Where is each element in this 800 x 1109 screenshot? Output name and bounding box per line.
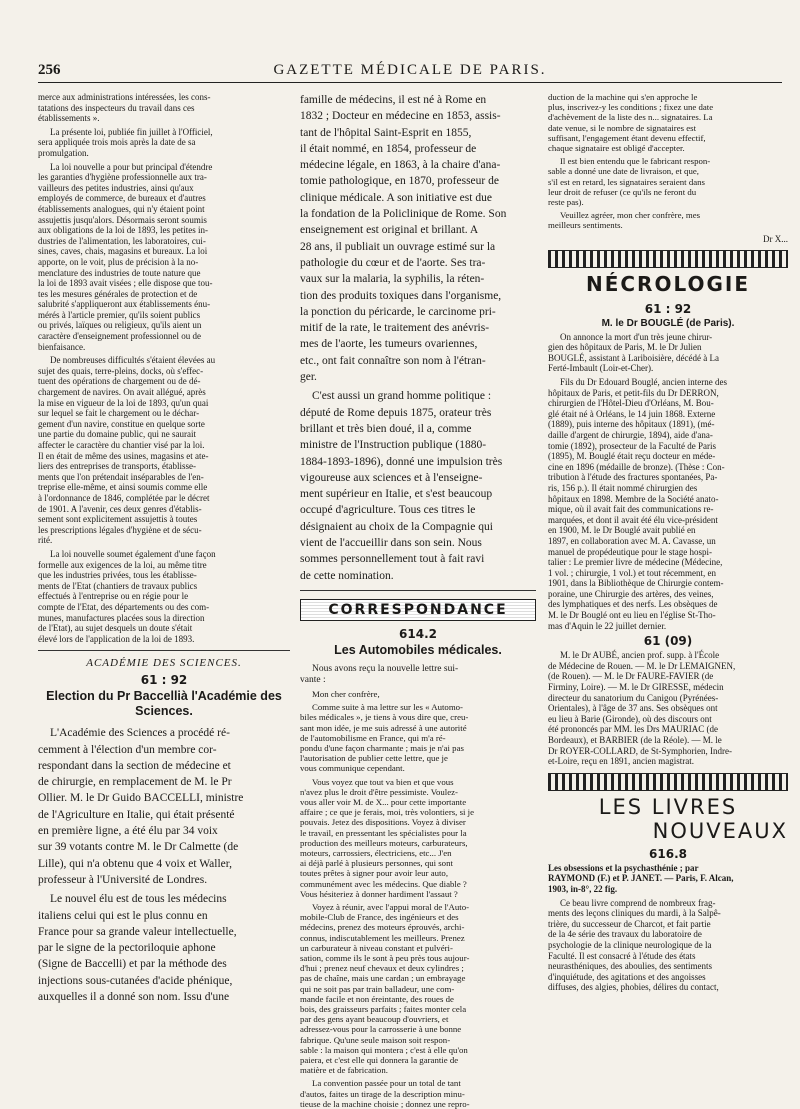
text-line: tant de l'hôpital Saint-Esprit en 1855,: [300, 126, 472, 139]
text-line: 1884-1893-1896), donné une impulsion très: [300, 455, 503, 468]
text-line: et-Loire, reçu en 1891, ancien magistrat.: [548, 756, 694, 767]
text-line: mas d'Aquin le 22 juillet dernier.: [548, 620, 667, 631]
paragraph-obituary-1: [548, 332, 788, 374]
text-line: On annonce la mort d'un très jeune chirur-: [560, 331, 713, 342]
text-line: tieuse de la machine choisie ; donnez une repro-: [300, 1098, 470, 1109]
text-line: hôpitaux de Paris, et petit-fils du Dr DERRON,: [548, 387, 719, 398]
text-line: élevé lors de l'application de la loi de 1893.: [38, 633, 195, 644]
section-number-3: 616.8: [649, 846, 687, 861]
text-line: M. le Dr Bouglé ont eu lieu en l'église St-Tho-: [548, 610, 716, 621]
text-line: il était nommé, en 1854, professeur de: [300, 142, 477, 155]
text-line: hôpitaux en 1898. Membre de la Société anato-: [548, 493, 719, 504]
journal-title: GAZETTE MÉDICALE DE PARIS.: [273, 62, 547, 78]
text-line: production des meilleurs moteurs, carburateurs,: [300, 837, 468, 848]
text-line: brillant et très bien doué, il a, comme: [300, 422, 472, 435]
ornament-band: [548, 250, 788, 268]
livres-banner-line-2: NOUVEAUX: [652, 818, 788, 843]
paragraph-law-4: [38, 549, 290, 644]
section-number-2: 61 (09): [643, 634, 693, 649]
text-line: apporte, on le voit, plus de précision à la no-: [38, 256, 199, 267]
text-line: rité.: [38, 535, 53, 546]
text-line: Ollier. M. le Dr Guido BACCELLI, ministre: [38, 792, 244, 805]
text-line: Election du Pr Baccelli: [46, 689, 181, 704]
text-line: Il est bien entendu que le fabricant respon-: [560, 156, 711, 167]
text-line: (de Rouen). — M. le Dr FAURE-FAVIER (de: [548, 671, 714, 682]
text-line: vaux sur la malaria, la syphilis, la réten-: [300, 273, 485, 286]
text-line: dustries de l'alimentation, les laboratoires, cui-: [38, 235, 206, 246]
text-line: cemment à l'élection d'un membre cor-: [38, 743, 217, 756]
text-line: employés de commerce, de bureaux et d'autres: [38, 193, 206, 204]
text-line: daille d'argent de chirurgie, 1894), aide d'ana-: [548, 429, 713, 440]
text-line: gement d'un navire, constitue en quelque sorte: [38, 418, 205, 429]
book-reference: [548, 863, 788, 895]
text-line: chaque signataire est obligé d'accepter.: [548, 143, 685, 154]
divider: [38, 650, 290, 651]
text-line: fabrique. Qu'une seule maison soit respon-: [300, 1034, 451, 1045]
text-line: biles médicales », je tiens à vous dire que, creu-: [300, 712, 469, 723]
text-line: l'autorisation de publier cette lettre, que je: [300, 753, 448, 764]
text-line: De nombreuses difficultés s'étaient élevées au: [50, 355, 216, 366]
text-line: ou privés, laïques ou religieux, qu'ils aient un: [38, 320, 202, 331]
text-line: gien des hôpitaux de Paris, M. le Dr Julien: [548, 342, 702, 353]
text-line: Ferté-Imbault (Loir-et-Cher).: [548, 363, 654, 374]
text-line: plus, inscrivez-y les conditions ; fixez une date: [548, 102, 714, 113]
page-number: 256: [38, 62, 61, 78]
text-line: mérés à l'article premier, qu'ils soient publics: [38, 309, 201, 320]
text-line: d'hui ; prenez neuf chevaux et deux cylindres ;: [300, 963, 464, 974]
paragraph-intro: [38, 92, 290, 124]
text-line: La loi nouvelle soumet également d'une façon: [50, 548, 216, 559]
text-line: sement sont explicitement assujettis à toutes: [38, 514, 198, 525]
paragraph-letter-1: [300, 702, 536, 773]
text-line: Les obsessions et la psychasthénie ; par: [548, 862, 699, 873]
column-middle: [300, 92, 536, 1109]
text-line: d'inquiétude, des agitations et des angoisses: [548, 971, 706, 982]
text-line: effectués à l'entreprise ou en régie pour le: [38, 591, 189, 602]
text-line: ments de l'Etat (chantiers de travaux publics: [38, 580, 198, 591]
text-line: tribution à l'étude des fractures spontanées, Pa-: [548, 472, 718, 483]
text-line: date venue, si le nombre de signataires est: [548, 122, 697, 133]
text-line: mitif de la rate, le traitement des anévris-: [300, 322, 490, 335]
text-line: à l'Académie des Sciences.: [135, 689, 282, 719]
text-line: de 1901. A l'avenir, ces deux genres d'établis-: [38, 503, 202, 514]
text-line: Il en était de même des usines, magasins et ate-: [38, 450, 209, 461]
text-line: 1903, in-8°, 22 fig.: [548, 883, 618, 894]
text-line: caractère d'enseignement professionnel ou de: [38, 331, 202, 342]
text-line: tes les mesures générales de protection et de: [38, 288, 198, 299]
text-line: Veuillez agréer, mon cher confrère, mes: [560, 210, 701, 221]
text-line: été prononcés par MM. les Drs MAURIAC (de: [548, 724, 718, 735]
text-line: sera appliquée trois mois après la date de sa: [38, 137, 196, 148]
text-line: la fondation de la Policlinique de Rome. Son: [300, 208, 507, 221]
text-line: tatations des inspecteurs du travail dans ces: [38, 102, 195, 113]
text-line: injections sous-cutanées d'acide phénique,: [38, 974, 233, 987]
text-line: clinique médicale. A son initiative est due: [300, 191, 492, 204]
text-line: par des gens ayant beaucoup d'ouvriers, et: [300, 1014, 449, 1025]
text-line: bois, des graisseurs parfaits ; faites monter cela: [300, 1004, 467, 1014]
text-line: suffisant, l'engagement étant devenu effectif,: [548, 132, 706, 143]
text-line: trière, du successeur de Charcot, et fait partie: [548, 918, 711, 929]
necrologie-banner: NÉCROLOGIE: [585, 271, 751, 296]
text-line: salubrité s'appliqueront aux établissements énu-: [38, 299, 211, 310]
text-line: vous communique cependant.: [300, 763, 405, 774]
text-line: sommes personnellement tout à fait ravi: [300, 553, 485, 566]
text-line: bienfaisance.: [38, 341, 86, 352]
text-line: la ponction du péricarde, le carcinome pri-: [300, 305, 496, 318]
text-line: Mon cher confrère,: [312, 688, 380, 699]
text-line: chirurgien de l'Hôtel-Dieu d'Orléans, M. Bou-: [548, 398, 714, 409]
text-line: Dr ROYER-COLLARD, de St-Symphorien, Indre-: [548, 745, 732, 756]
paragraph-academie-2: [38, 891, 290, 1005]
letter-closing: [548, 210, 788, 230]
text-line: vigoureuse aux sciences et à l'enseigne-: [300, 471, 483, 484]
text-line: le travail, en pressentant les spécialistes pour la: [300, 827, 467, 838]
text-line: de l'automobilisme en France, qui m'a ré-: [300, 732, 446, 743]
letter-salutation: [300, 689, 536, 699]
ornament-band-2: [548, 773, 788, 791]
text-line: (1889), puis interne des hôpitaux (1891), (mé-: [548, 419, 715, 430]
text-line: famille de médecins, il est né à Rome en: [300, 94, 487, 106]
text-line: La présente loi, publiée fin juillet à l'Officiel,: [50, 126, 213, 137]
text-line: d'autos, faites un tirage de la description minu-: [300, 1088, 465, 1099]
text-line: médecine légale, en 1863, à la chaire d'ana-: [300, 159, 501, 172]
text-line: ments que l'on prétendait inséparables de l'en-: [38, 471, 204, 482]
section-title: ACADÉMIE DES SCIENCES.: [86, 657, 242, 670]
text-line: de l'Etat), au sujet desquels un doute s'était: [38, 623, 193, 634]
text-line: à l'ordonnance de 1846, complétée par le décret: [38, 492, 210, 503]
text-line: leur droit de refuser (ce qu'ils ne feront du: [548, 186, 697, 197]
text-line: tuent des opérations de chargement ou de dé-: [38, 376, 201, 387]
text-line: (Signe de Baccelli) et par la méthode des: [38, 958, 227, 971]
text-line: par le signe de la pectoriloquie aphone: [38, 942, 216, 955]
text-line: 1901, dans la Bibliothèque de Chirurgie contem-: [548, 578, 724, 589]
paragraph-book-review: [548, 898, 788, 993]
correspondance-banner: CORRESPONDANCE: [300, 599, 536, 621]
paragraph-biography-1: [300, 92, 536, 385]
text-line: France pour sa grande valeur intellectuelle,: [38, 925, 237, 938]
text-line: 1 vol. ; chirurgie, 1 vol.) et tout récemment, en: [548, 567, 717, 578]
text-line: de cette nomination.: [300, 569, 394, 582]
text-line: toutes prêtes à signer pour avoir leur auto,: [300, 868, 449, 879]
text-line: promulgation.: [38, 147, 89, 158]
text-line: mobile-Club de France, des ingénieurs et des: [300, 912, 459, 923]
text-line: mes de l'aorte, les tumeurs ovariennes,: [300, 338, 478, 351]
section-number: 61 : 92: [140, 673, 188, 688]
paragraph-letter-continued: [548, 92, 788, 153]
text-line: pathologie du cœur et de l'aorte. Ses tra-: [300, 256, 486, 269]
text-line: connus, indiscutablement les meilleurs. Prenez: [300, 932, 465, 943]
text-line: Lille), qui n'a obtenu que 4 voix et Waller,: [38, 857, 233, 870]
text-line: sur lequel se fait le chargement ou le déchar-: [38, 408, 200, 419]
text-line: adressez-vous pour la carrosserie à une bonne: [300, 1024, 462, 1035]
text-line: Nous avons reçu la nouvelle lettre sui-: [312, 663, 459, 674]
text-line: cine en 1896 (médaille de bronze). (Thèse : Con-: [548, 461, 725, 472]
text-line: député de Rome depuis 1875, orateur très: [300, 406, 492, 419]
text-line: ger.: [300, 371, 317, 384]
text-line: Le nouvel élu est de tous les médecins: [50, 893, 227, 906]
paragraph-law-3: [38, 355, 290, 546]
text-line: La loi nouvelle a pour but principal d'étendre: [50, 161, 213, 172]
text-line: 28 ans, il publiait un ouvrage estimé sur la: [300, 240, 496, 253]
text-line: menclature des industries de toute nature que: [38, 267, 201, 278]
text-line: La convention passée pour un total de tant: [312, 1078, 461, 1089]
text-line: une partie du domaine public, qui ne saurait: [38, 429, 196, 440]
text-line: duction de la machine qui s'en approche le: [548, 92, 698, 102]
text-line: sujet des quais, terre-pleins, docks, où s'effec-: [38, 365, 204, 376]
text-line: la mise en vigueur de la loi de 1893, qu'un quai: [38, 397, 209, 408]
text-line: ai déjà parlé à plusieurs personnes, qui sont: [300, 858, 453, 869]
article-heading: Les Automobiles médicales.: [334, 642, 502, 657]
text-line: formelle aux exigences de la loi, au même titre: [38, 559, 207, 570]
column-right: [548, 92, 788, 1057]
text-line: affecter le caractère du chantier visé par la loi.: [38, 440, 205, 450]
paragraph-letter-3: [300, 902, 536, 1075]
paragraph-letter-continued-2: [548, 156, 788, 207]
column-left: [38, 92, 290, 1057]
paragraph-letter-intro: [300, 664, 536, 686]
text-line: sines, caves, chais, magasins et bureaux. La loi: [38, 246, 208, 257]
text-line: de l'Agriculture en Italie, qui était présenté: [38, 808, 235, 821]
text-line: pondu d'une façon charmante ; mais je n'ai pas: [300, 742, 464, 753]
text-line: les prescriptions légales d'hygiène et de sécu-: [38, 524, 202, 535]
text-line: assujettis jusqu'alors. Désormais seront soumis: [38, 214, 207, 225]
text-line: talier : Le premier livre de médecine (Médecine,: [548, 557, 723, 568]
text-line: qui ne soit pas par train balladeur, une com-: [300, 983, 455, 994]
page-header: [38, 60, 782, 83]
text-line: italiens celui qui est le plus connu en: [38, 909, 208, 922]
text-line: mande facile et non éreintante, des roues de: [300, 993, 454, 1004]
text-line: d'achèvement de la liste des n... signataires. La: [548, 112, 713, 123]
paragraph-letter-2: [300, 777, 536, 899]
section-number: 61 : 92: [644, 301, 692, 316]
text-line: établissements analogues, qui n'y étaient point: [38, 203, 205, 214]
text-line: sur 39 votants contre M. le Dr Calmette (de: [38, 841, 239, 854]
text-line: poraine, une Chirurgie des artères, des veines,: [548, 588, 714, 599]
text-line: Vous hésiteriez à donner hardiment l'assaut ?: [300, 888, 458, 899]
text-line: respondant dans la section de médecine et: [38, 759, 231, 772]
article-heading: [38, 689, 290, 719]
text-line: sant mon idée, je me suis adressé à une autorité: [300, 722, 467, 733]
text-line: de chirurgie, en remplacement de M. le Pr: [38, 776, 232, 789]
text-line: paiera, et c'est elle qui donnera la garantie de: [300, 1055, 459, 1066]
text-line: établissements ».: [38, 113, 100, 124]
text-line: liers des entreprises de transports, établisse-: [38, 461, 196, 472]
text-line: en première ligne, a été élu par 34 voix: [38, 825, 218, 838]
text-line: treprise elle-même, et ainsi soumis comme elle: [38, 482, 208, 493]
text-line: des lymphatiques et des nerfs. Les obsèques de: [548, 599, 718, 610]
text-line: médecins, prenez des moteurs éprouvés, archi-: [300, 922, 465, 933]
text-line: BOUGLÉ, assistant à Lariboisière, décédé à La: [548, 352, 719, 363]
text-line: un carburateur à niveau constant et pulvéri-: [300, 942, 453, 953]
text-line: L'Académie des Sciences a procédé ré-: [50, 727, 230, 740]
text-line: Fils du Dr Edouard Bouglé, ancien interne des: [560, 377, 727, 388]
text-line: RAYMOND (F.) et P. JANET. — Paris, F. Alcan,: [548, 873, 734, 884]
text-line: reste pas).: [548, 197, 584, 208]
text-line: directeur du sanatorium du Canigou (Pyrénées-: [548, 692, 719, 703]
text-line: matière et de fabrication.: [300, 1065, 388, 1076]
text-line: Orientales), à l'âge de 37 ans. Ses obsèques ont: [548, 703, 718, 714]
text-line: chargement de navires. On avait allégué, après: [38, 387, 206, 398]
text-line: s'il est en retard, les signataires seraient dans: [548, 176, 705, 187]
text-line: ministre de l'Instruction publique (1880-: [300, 439, 487, 452]
text-line: eu lieu à Barie (Gironde), où des discours ont: [548, 713, 712, 724]
text-line: manuel de propédeutique pour le stage hospi-: [548, 546, 712, 557]
text-line: sable : la maison qui montera ; c'est à elle qu'on: [300, 1044, 468, 1055]
text-line: mique, où il avait fait des communications re-: [548, 504, 714, 515]
text-line: Faculté. Il est consacré à l'étude des états: [548, 950, 696, 961]
signature: Dr X...: [763, 233, 788, 244]
text-line: 1897, en collaboration avec M. A. Cavasse, un: [548, 535, 716, 546]
paragraph-law-1: [38, 127, 290, 159]
text-line: auxquelles il a donné son nom. Issu d'une: [38, 991, 230, 1004]
text-line: Voyez à réunir, avec l'appui moral de l'Auto-: [312, 901, 470, 912]
text-line: vante :: [300, 674, 326, 685]
text-line: de la 4e série des travaux du laboratoire de: [548, 929, 702, 940]
paragraph-obituary-3: [548, 650, 788, 767]
text-line: en 1900, M. le Dr Bouglé avait publié en: [548, 525, 696, 536]
text-line: moteurs, carrossiers, électriciens, etc... J'en: [300, 847, 452, 858]
text-line: compte de l'Etat, des départements ou des com-: [38, 601, 210, 612]
text-line: tomie (1892), prosecteur de la Faculté de Paris: [548, 440, 716, 451]
text-line: M. le Dr AUBÉ, ancien prof. supp. à l'École: [560, 650, 720, 661]
text-line: vailleurs des petites industries, ainsi qu'aux: [38, 182, 194, 193]
text-line: Vous voyez que tout va bien et que vous: [312, 776, 454, 787]
text-line: (1895), M. Bouglé était reçu docteur en méde-: [548, 451, 716, 462]
text-line: communément avec les médecins. Que diable ?: [300, 878, 467, 889]
paragraph-academie-1: [38, 725, 290, 888]
text-line: diffuses, des algies, phobies, délires du contact,: [548, 982, 719, 993]
text-line: la loi de 1893 avait visées ; elle dispose que tou-: [38, 278, 213, 289]
text-line: vous aller voir M. de X... pour cette importante: [300, 796, 467, 807]
text-line: Comme suite à ma lettre sur les « Automo-: [312, 702, 463, 713]
text-line: enseignement est original et brillant. A: [300, 224, 479, 237]
paragraph-obituary-2: [548, 377, 788, 631]
text-line: les garanties d'hygiène professionnelle aux tra-: [38, 172, 207, 183]
text-line: marquées, et dont il avait été élu vice-président: [548, 514, 718, 525]
paragraph-biography-2: [300, 388, 536, 584]
text-line: munes, manufactures placées sous la direction: [38, 612, 205, 623]
text-line: vient de l'accueillir dans son sein. Nous: [300, 537, 482, 550]
section-number: 614.2: [399, 626, 437, 641]
text-line: de Médecine de Rouen. — M. le Dr LEMAIGNEN,: [548, 660, 736, 671]
text-line: sable a donné une date de livraison, et que,: [548, 166, 699, 177]
text-line: C'est aussi un grand homme politique :: [312, 390, 492, 403]
obituary-subheading: M. le Dr BOUGLÉ (de Paris).: [601, 317, 735, 329]
text-line: ris, 156 p.). Il était nommé chirurgien des: [548, 482, 698, 493]
paragraph-letter-4: [300, 1078, 536, 1109]
text-line: occupé d'agriculture. Tous ces titres le: [300, 504, 476, 517]
divider: [300, 590, 536, 591]
text-line: sation, comme ils le sont à peu près tous aujour-: [300, 952, 470, 963]
text-line: aux obligations de la loi de 1893, les petites in-: [38, 225, 208, 236]
paragraph-law-2: [38, 162, 290, 353]
text-line: psychologie de la clinique neurologique de la: [548, 939, 712, 950]
text-line: etc., ont fait connaître son nom à l'étran-: [300, 354, 486, 367]
text-line: meilleurs sentiments.: [548, 220, 623, 231]
text-line: affaire ; ce que je ferais, moi, très volontiers, si je: [300, 807, 475, 818]
text-line: neurasthéniques, des aboulies, des sentiments: [548, 961, 712, 972]
livres-banner-line-1: LES LIVRES: [598, 794, 738, 819]
text-line: glé était né à Orléans, le 14 juin 1868. Externe: [548, 408, 716, 419]
text-line: que les industries privées, tous les établisse-: [38, 570, 197, 581]
text-line: pas de chaîne, mais une cardan ; un embrayage: [300, 973, 466, 984]
text-line: n'avez plus le droit d'être pessimiste. Voulez-: [300, 786, 458, 797]
text-line: professeur à l'Université de Londres.: [38, 873, 208, 886]
text-line: Bordeaux), et BARBIER (de la Réole). — M. le: [548, 735, 722, 746]
text-line: désignaient au choix de la Compagnie qui: [300, 520, 493, 533]
text-line: 1832 ; Docteur en médecine en 1853, assis-: [300, 110, 501, 123]
text-line: Ce beau livre comprend de nombreux frag-: [560, 897, 716, 908]
text-line: pouvais. Jetez des dispositions. Voyez à diviser: [300, 817, 466, 828]
text-line: tion des produits toxiques dans l'organisme,: [300, 289, 502, 302]
text-line: merce aux administrations intéressées, les cons-: [38, 92, 211, 102]
text-line: ments des leçons cliniques du mardi, à la Salpê-: [548, 908, 721, 919]
text-line: ment supérieur en Italie, et s'est beaucoup: [300, 488, 493, 501]
text-line: Firminy, Loire). — M. le Dr GIRESSE, médecin: [548, 682, 724, 693]
text-line: tomie pathologique, en 1870, professeur de: [300, 175, 499, 188]
